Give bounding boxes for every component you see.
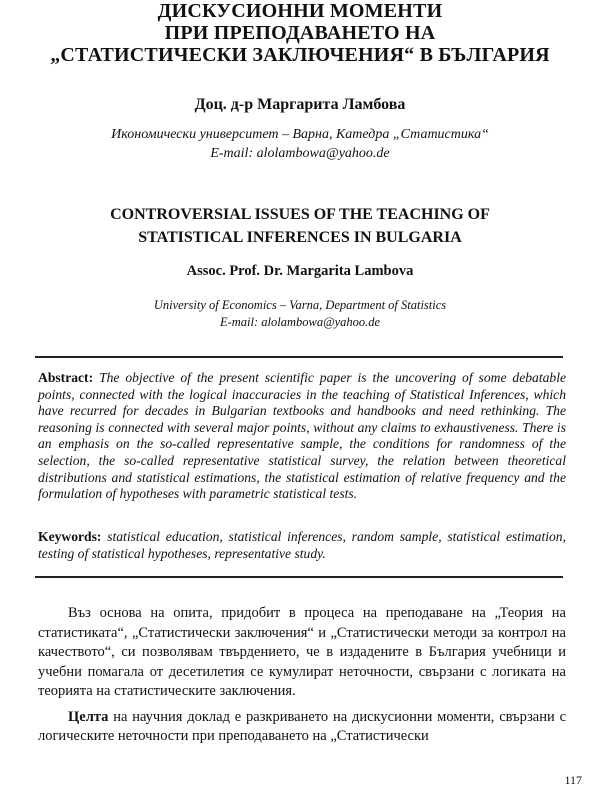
author-name-bulgarian: Доц. д-р Маргарита Ламбова (194, 96, 406, 113)
title-bg-line-3: „СТАТИСТИЧЕСКИ ЗАКЛЮЧЕНИЯ“ В БЪЛГАРИЯ (50, 44, 550, 66)
affiliation-bulgarian (0, 125, 600, 163)
body-paragraph-2 (38, 708, 566, 747)
affiliation-bg-text: Икономически университет – Варна, Катедра „Статистика“ (111, 127, 489, 142)
body-text (38, 604, 566, 747)
body-paragraph-2-rest: на научния доклад е разкриването на дискусионни моменти, свързани с логическите неточности при преподаването на „Статистически (38, 708, 566, 744)
title-bulgarian (0, 0, 600, 66)
title-bg-line-1: ДИСКУСИОННИ МОМЕНТИ (157, 0, 443, 22)
page-number: 117 (564, 773, 582, 787)
title-bg-line-2: ПРИ ПРЕПОДАВАНЕТО НА (164, 22, 436, 44)
affiliation-en-text: University of Economics – Varna, Department of Statistics (153, 298, 447, 312)
abstract-label: Abstract: (38, 370, 94, 385)
abstract-text: The objective of the present scientific paper is the uncovering of some debatable points, connected with the logical inaccuracies in the teaching of Statistical Inferences, which have recurred for decades in Bulgarian textbooks and handbooks and need rethinking. The reasoning is connected with several major points, without any claims to exhaustiveness. There is an emphasis on the so-called representative sample, the conditions for randomness of the selection, the so-called representative statistical survey, the relation between theoretical distributions and statistical estimations, the statistical estimation of relative frequency and the formulation of hypotheses with parametric statistical tests. (38, 370, 567, 502)
abstract-bottom-rule (35, 576, 563, 578)
body-paragraph-2-strong: Целта (68, 708, 109, 725)
affiliation-english (0, 297, 600, 331)
title-english (0, 203, 600, 249)
abstract-block (38, 370, 566, 503)
body-paragraph-1: Въз основа на опита, придобит в процеса на преподаване на „Теория на статистиката“, „Статистически заключения“ и „Статистически методи за контрол на качеството“, си позволявам твърдението, че в издадените в България учебници и учебни помагала от десетилетия се кумулират неточности, свързани с логиката на теорията на статистическите заключения. (38, 605, 566, 699)
email-bg: E-mail: alolambowa@yahoo.de (210, 146, 390, 161)
email-en: E-mail: alolambowa@yahoo.de (219, 315, 381, 329)
title-en-line-1: CONTROVERSIAL ISSUES OF THE TEACHING OF (110, 206, 490, 223)
keywords-block (38, 529, 566, 562)
keywords-text: statistical education, statistical inferences, random sample, statistical estimation, testing of statistical hypotheses, representative study. (38, 529, 566, 561)
keywords-label: Keywords: (38, 529, 102, 544)
author-name-english: Assoc. Prof. Dr. Margarita Lambova (186, 263, 414, 279)
title-en-line-2: STATISTICAL INFERENCES IN BULGARIA (138, 229, 462, 246)
abstract-top-rule (35, 356, 563, 358)
